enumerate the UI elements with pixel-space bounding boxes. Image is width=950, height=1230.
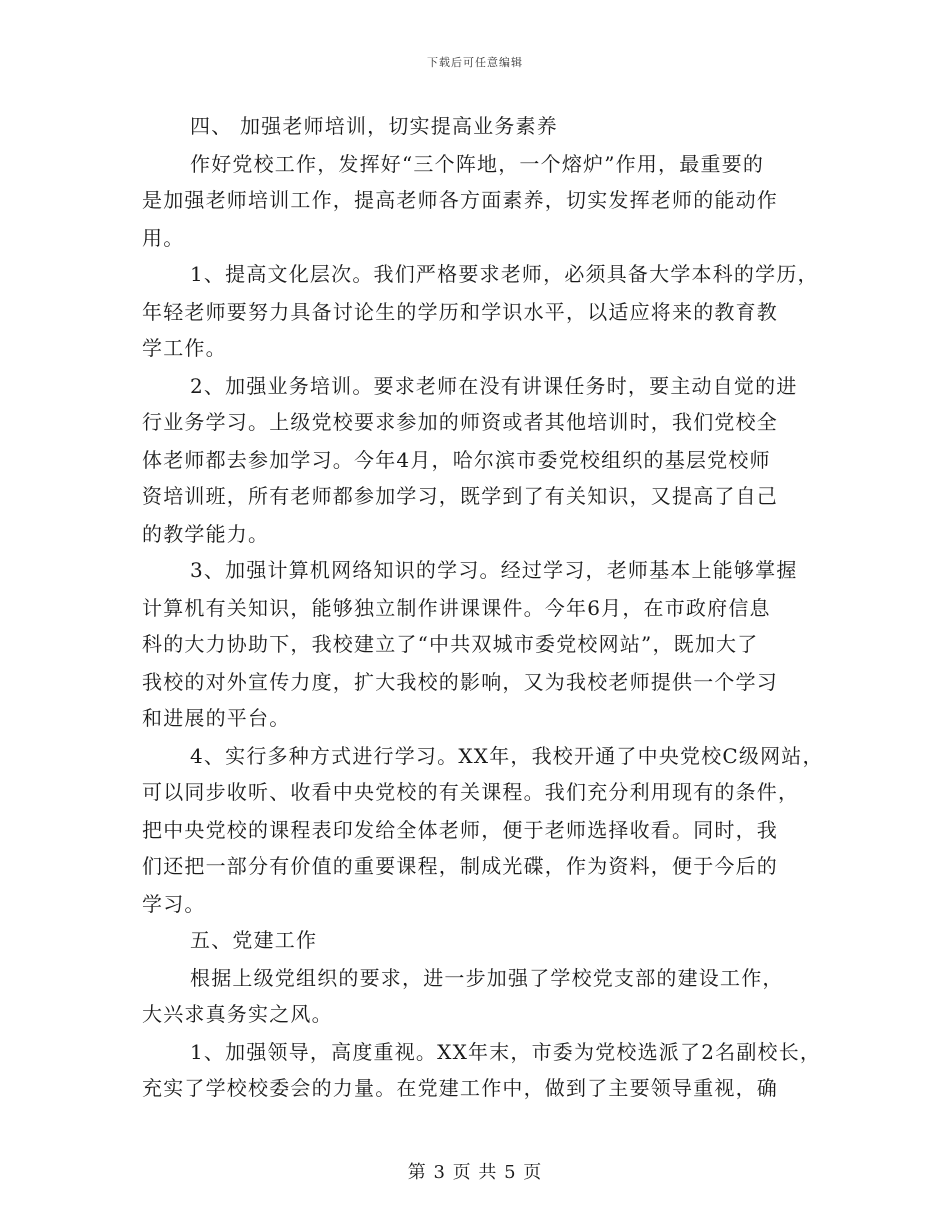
paragraph-line: 计算机有关知识，能够独立制作讲课课件。今年6月，在市政府信息	[142, 596, 771, 620]
page-number-footer: 第 3 页 共 5 页	[407, 1162, 543, 1183]
paragraph-line: 们还把一部分有价值的重要课程，制成光碟，作为资料，便于今后的	[142, 854, 778, 878]
paragraph-line: 用。	[142, 226, 185, 250]
paragraph-line: 年轻老师要努力具备讨论生的学历和学识水平，以适应将来的教育教	[142, 300, 778, 324]
paragraph-line: 科的大力协助下，我校建立了“中共双城市委党校网站”，既加大了	[142, 632, 759, 656]
paragraph-line: 的教学能力。	[142, 522, 270, 546]
page-header-note: 下载后可任意编辑	[427, 56, 523, 69]
paragraph-line: 大兴求真务实之风。	[142, 1002, 333, 1026]
paragraph-line: 1、提高文化层次。我们严格要求老师，必须具备大学本科的学历，	[190, 262, 819, 286]
paragraph-line: 作好党校工作，发挥好“三个阵地，一个熔炉”作用，最重要的	[190, 152, 765, 176]
paragraph-line: 学工作。	[142, 336, 227, 360]
paragraph-line: 2、加强业务培训。要求老师在没有讲课任务时，要主动自觉的进	[190, 374, 798, 398]
paragraph-line: 体老师都去参加学习。今年4月，哈尔滨市委党校组织的基层党校师	[142, 448, 771, 472]
paragraph-line: 资培训班，所有老师都参加学习，既学到了有关知识，又提高了自己	[142, 484, 778, 508]
paragraph-line: 是加强老师培训工作，提高老师各方面素养，切实发挥老师的能动作	[142, 188, 778, 212]
paragraph-line: 行业务学习。上级党校要求参加的师资或者其他培训时，我们党校全	[142, 410, 778, 434]
paragraph-line: 1、加强领导，高度重视。XX年末，市委为党校选派了2名副校长，	[190, 1040, 822, 1064]
section-heading-4: 四、 加强老师培训，切实提高业务素养	[190, 114, 558, 138]
paragraph-line: 我校的对外宣传力度，扩大我校的影响，又为我校老师提供一个学习	[142, 670, 778, 694]
paragraph-line: 充实了学校校委会的力量。在党建工作中，做到了主要领导重视，确	[142, 1076, 778, 1100]
paragraph-line: 根据上级党组织的要求，进一步加强了学校党支部的建设工作，	[190, 966, 784, 990]
paragraph-line: 4、实行多种方式进行学习。XX年，我校开通了中央党校C级网站，	[190, 744, 824, 768]
paragraph-line: 3、加强计算机网络知识的学习。经过学习，老师基本上能够掌握	[190, 558, 798, 582]
paragraph-line: 把中央党校的课程表印发给全体老师，便于老师选择收看。同时，我	[142, 818, 778, 842]
paragraph-line: 学习。	[142, 892, 206, 916]
paragraph-line: 可以同步收听、收看中央党校的有关课程。我们充分利用现有的条件，	[142, 780, 800, 804]
paragraph-line: 和进展的平台。	[142, 706, 291, 730]
section-heading-5: 五、党建工作	[190, 928, 318, 952]
